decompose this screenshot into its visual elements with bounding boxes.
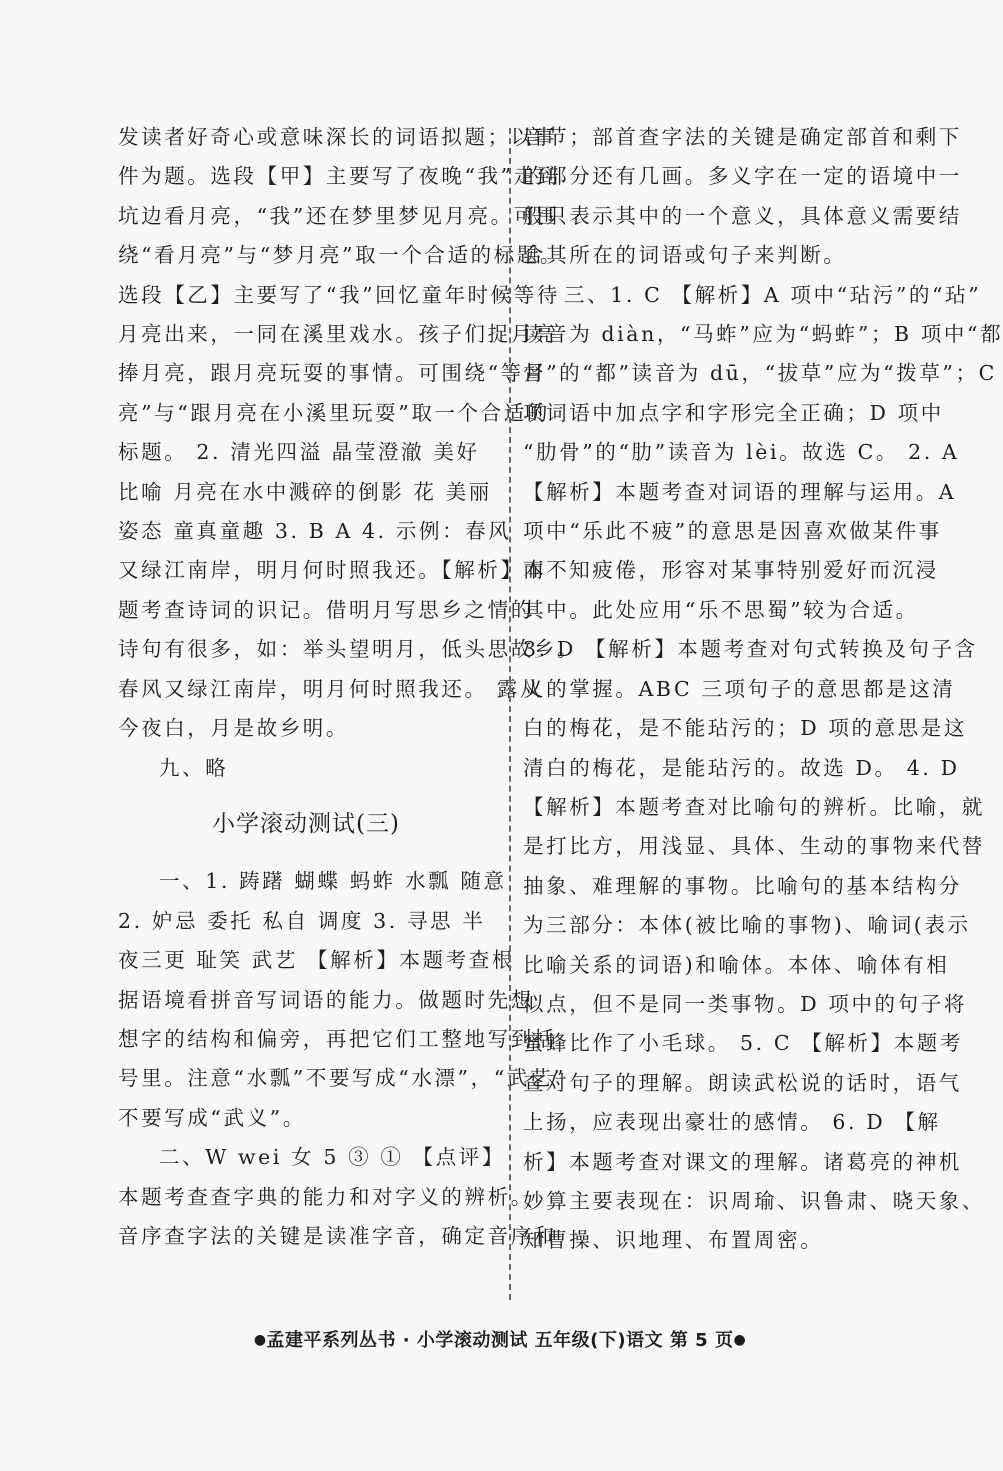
text-line: 【解析】本题考查对词语的理解与运用。A — [523, 479, 957, 504]
footer-text: 孟建平系列丛书 · 小学滚动测试 五年级(下)语文 第 5 页 — [266, 1330, 734, 1351]
text-line: 是打比方，用浅显、具体、生动的事物来代替 — [523, 834, 985, 859]
text-line: 月亮出来，一同在溪里戏水。孩子们捉月亮 — [118, 322, 557, 347]
text-line: 项中“乐此不疲”的意思是因喜欢做某件事 — [523, 519, 942, 544]
text-line: 捧月亮，跟月亮玩耍的事情。可围绕“等月 — [118, 361, 547, 386]
text-line: 2. 妒忌 委托 私自 调度 3. 寻思 半 — [118, 908, 486, 933]
text-line: 合其所在的词语或句子来判断。 — [523, 243, 847, 268]
text-line: 二、W wei 女 5 ③ ① 【点评】 — [159, 1145, 505, 1170]
left-column — [118, 118, 580, 1256]
text-line: 绕“看月亮”与“梦月亮”取一个合适的标题。 — [118, 243, 564, 268]
text-line: 音节；部首查字法的关键是确定部首和剩下 — [523, 125, 962, 149]
text-line: 抽象、难理解的事物。比喻句的基本结构分 — [523, 873, 962, 898]
text-line: 督”的“都”读音为 dū，“拔草”应为“拨草”；C — [523, 361, 997, 386]
text-line: 标题。 2. 清光四溢 晶莹澄澈 美好 — [118, 440, 480, 465]
section-title: 小学滚动测试(三) — [212, 810, 400, 837]
text-line: 查对句子的理解。朗读武松说的话时，语气 — [523, 1070, 962, 1095]
text-line: 诗句有很多，如：举头望明月，低头思故乡。 — [118, 637, 580, 662]
text-line: 般只表示其中的一个意义，具体意义需要结 — [523, 203, 962, 228]
text-line: 本题考查查字典的能力和对字义的辨析。 — [118, 1184, 534, 1209]
text-line: 坑边看月亮，“我”还在梦里梦见月亮。可围 — [118, 203, 560, 228]
text-line: 义的掌握。ABC 三项句子的意思都是这清 — [523, 676, 956, 701]
text-line: 知曹操、识地理、布置周密。 — [523, 1228, 824, 1253]
text-line: 而不知疲倦，形容对某事特别爱好而沉浸 — [523, 558, 939, 583]
bullet-icon: ● — [733, 1332, 747, 1348]
text-line: 音序查字法的关键是读准字音，确定音序和 — [118, 1223, 557, 1248]
text-line: 上扬，应表现出豪壮的感情。 6. D 【解 — [523, 1110, 941, 1135]
text-line: 3. D 【解析】本题考查对句式转换及句子含 — [523, 637, 978, 662]
text-line: 发读者好奇心或意味深长的词语拟题；以事 — [118, 125, 557, 149]
text-line: 似点，但不是同一类事物。D 项中的句子将 — [523, 991, 967, 1016]
text-line: 题考查诗词的识记。借明月写思乡之情的 — [118, 597, 534, 622]
text-line: 妙算主要表现在：识周瑜、识鲁肃、晓天象、 — [523, 1188, 985, 1213]
text-line: 选段【乙】主要写了“我”回忆童年时候等待 — [118, 282, 560, 307]
text-line: 号里。注意“水瓢”不要写成“水漂”，“武艺” — [118, 1066, 567, 1091]
text-line: 姿态 童真童趣 3. B A 4. 示例：春风 — [118, 519, 512, 544]
text-line: 据语境看拼音写词语的能力。做题时先想 — [118, 987, 534, 1012]
column-divider — [509, 128, 511, 1300]
text-line: 春风又绿江南岸，明月何时照我还。 露从 — [118, 676, 543, 701]
text-line: 读音为 diàn，“马蚱”应为“蚂蚱”；B 项中“都 — [523, 322, 1003, 347]
bullet-icon: ● — [253, 1332, 267, 1348]
text-line: 亮”与“跟月亮在小溪里玩耍”取一个合适的 — [118, 400, 550, 425]
text-line: 析】本题考查对课文的理解。诸葛亮的神机 — [523, 1149, 962, 1174]
text-line: 其中。此处应用“乐不思蜀”较为合适。 — [523, 597, 919, 622]
text-line: 蜜蜂比作了小毛球。 5. C 【解析】本题考 — [523, 1031, 963, 1056]
text-line: 想字的结构和偏旁，再把它们工整地写到括 — [118, 1026, 557, 1051]
text-line: “肋骨”的“肋”读音为 lèi。故选 C。 2. A — [523, 440, 960, 465]
text-line: 项词语中加点字和字形完全正确；D 项中 — [523, 400, 944, 425]
text-line: 的部分还有几画。多义字在一定的语境中一 — [523, 164, 962, 189]
right-column — [523, 118, 1003, 1261]
text-line: 清白的梅花，是能玷污的。故选 D。 4. D — [523, 755, 960, 780]
text-line: 为三部分：本体(被比喻的事物)、喻词(表示 — [523, 913, 971, 938]
text-line: 一、1. 踌躇 蝴蝶 蚂蚱 水瓢 随意 — [159, 869, 507, 894]
text-line: 件为题。选段【甲】主要写了夜晚“我”走到 — [118, 164, 560, 189]
text-line: 夜三更 耻笑 武艺 【解析】本题考查根 — [118, 948, 515, 973]
text-line: 又绿江南岸，明月何时照我还。【解析】本 — [118, 558, 547, 583]
text-line: 【解析】本题考查对比喻句的辨析。比喻，就 — [523, 794, 985, 819]
text-line: 不要写成“武义”。 — [118, 1105, 306, 1130]
text-line: 今夜白，月是故乡明。 — [118, 716, 349, 741]
text-line: 三、1. C 【解析】A 项中“玷污”的“玷” — [564, 282, 982, 307]
item-nine: 九、略 — [159, 755, 229, 780]
page-footer — [0, 1326, 1000, 1352]
text-line: 比喻关系的词语)和喻体。本体、喻体有相 — [523, 952, 950, 977]
text-line: 白的梅花，是不能玷污的；D 项的意思是这 — [523, 716, 967, 741]
text-line: 比喻 月亮在水中溅碎的倒影 花 美丽 — [118, 479, 492, 504]
